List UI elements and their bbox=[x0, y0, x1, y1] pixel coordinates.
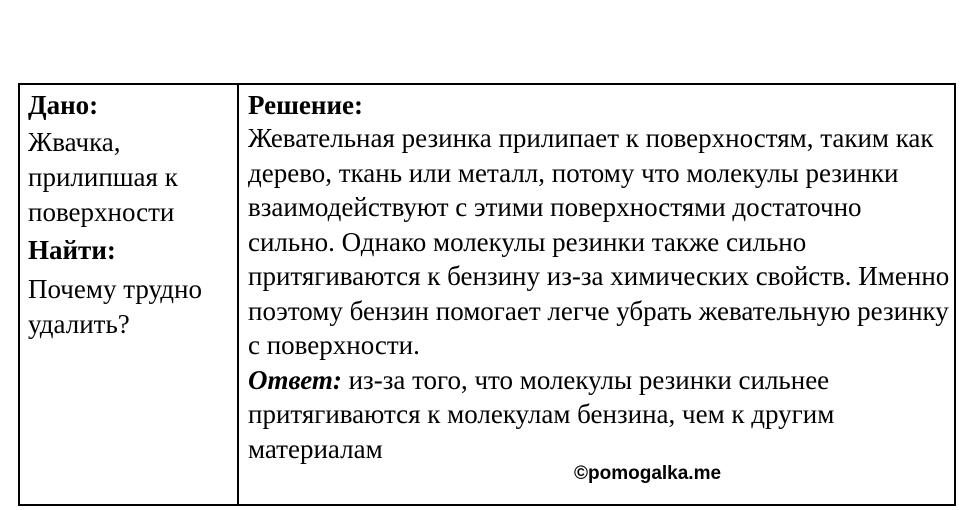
given-text: Жвачка, прилипшая к поверхности bbox=[28, 127, 178, 227]
given-column bbox=[20, 85, 239, 504]
find-heading: Найти: bbox=[28, 235, 116, 265]
watermark: ©pomogalka.me bbox=[574, 463, 722, 484]
answer-block bbox=[248, 363, 954, 467]
solution-text: Жевательная резинка прилипает к поверхностям, таким как дерево, ткань или металл, потому что молекулы резинки взаимодействуют с этими поверхностями достаточно сильно. Однако молекулы резинки также сильно притягиваются к бензину из-за химических свойств. Именно поэтому бензин помогает легче убрать жевательную резинку с поверхности. bbox=[248, 123, 950, 360]
solution-heading: Решение: bbox=[248, 90, 363, 120]
find-text: Почему трудно удалить? bbox=[28, 274, 202, 339]
solution-column bbox=[239, 85, 954, 504]
answer-label: Ответ: bbox=[248, 364, 342, 395]
answer-text: из-за того, что молекулы резинки сильнее притягиваются к молекулам бензина, чем к другим материалам bbox=[248, 364, 835, 464]
task-table bbox=[18, 83, 956, 506]
given-heading: Дано: bbox=[28, 90, 99, 120]
